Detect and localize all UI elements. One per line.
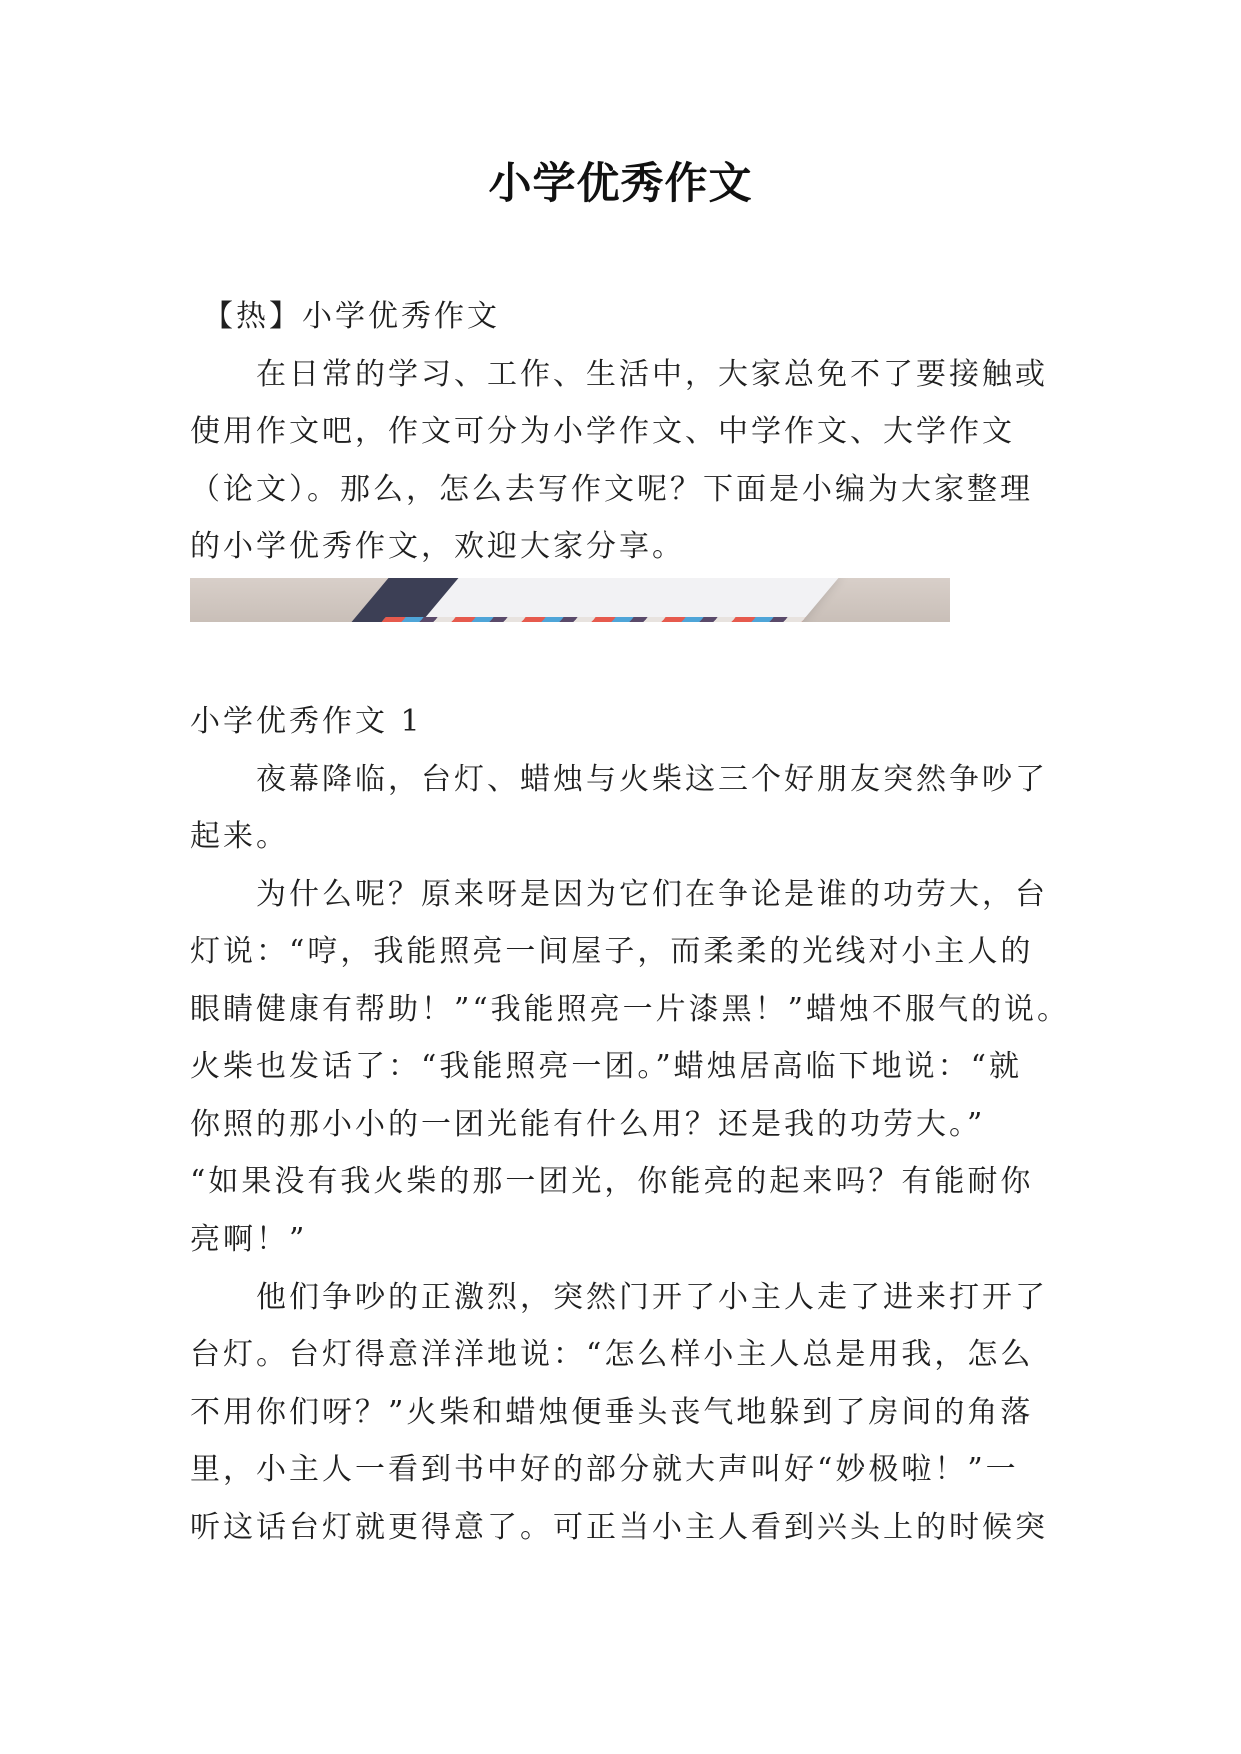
paragraph-line: 台灯。台灯得意洋洋地说：“怎么样小主人总是用我，怎么 — [190, 1337, 1034, 1372]
paragraph-line: 在日常的学习、工作、生活中，大家总免不了要接触或 — [256, 357, 1048, 392]
paragraph-line: 起来。 — [190, 819, 289, 854]
paragraph-line: 使用作文吧，作文可分为小学作文、中学作文、大学作文 — [190, 414, 1015, 449]
paragraph-line: 夜幕降临，台灯、蜡烛与火柴这三个好朋友突然争吵了 — [256, 762, 1048, 797]
paragraph-line: 他们争吵的正激烈，突然门开了小主人走了进来打开了 — [256, 1280, 1048, 1315]
paragraph-line: 火柴也发话了：“我能照亮一团。”蜡烛居高临下地说：“就 — [190, 1049, 1023, 1084]
paragraph-line: 为什么呢？原来呀是因为它们在争论是谁的功劳大，台 — [256, 877, 1048, 912]
paragraph-line: 的小学优秀作文，欢迎大家分享。 — [190, 529, 685, 564]
paragraph-line: 不用你们呀？”火柴和蜡烛便垂头丧气地躲到了房间的角落 — [190, 1395, 1034, 1430]
paragraph-line: 灯说：“哼，我能照亮一间屋子，而柔柔的光线对小主人的 — [190, 934, 1034, 969]
paragraph-line: 你照的那小小的一团光能有什么用？还是我的功劳大。” — [190, 1107, 986, 1142]
header-image — [190, 578, 950, 622]
paragraph-line: 眼睛健康有帮助！”“我能照亮一片漆黑！”蜡烛不服气的说。 — [190, 992, 1071, 1027]
paragraph-line: （论文）。那么，怎么去写作文呢？下面是小编为大家整理 — [190, 472, 1033, 507]
document-title: 小学优秀作文 — [488, 159, 753, 209]
intro-heading: 【热】小学优秀作文 — [203, 299, 500, 334]
paragraph-line: 听这话台灯就更得意了。可正当小主人看到兴头上的时候突 — [190, 1510, 1048, 1545]
paragraph-line: 里，小主人一看到书中好的部分就大声叫好“妙极啦！”一 — [190, 1452, 1019, 1487]
paragraph-line: “如果没有我火柴的那一团光，你能亮的起来吗？有能耐你 — [190, 1164, 1034, 1199]
section-heading: 小学优秀作文 1 — [190, 704, 423, 739]
paragraph-line: 亮啊！” — [190, 1222, 308, 1257]
book-image-shape — [373, 578, 847, 622]
